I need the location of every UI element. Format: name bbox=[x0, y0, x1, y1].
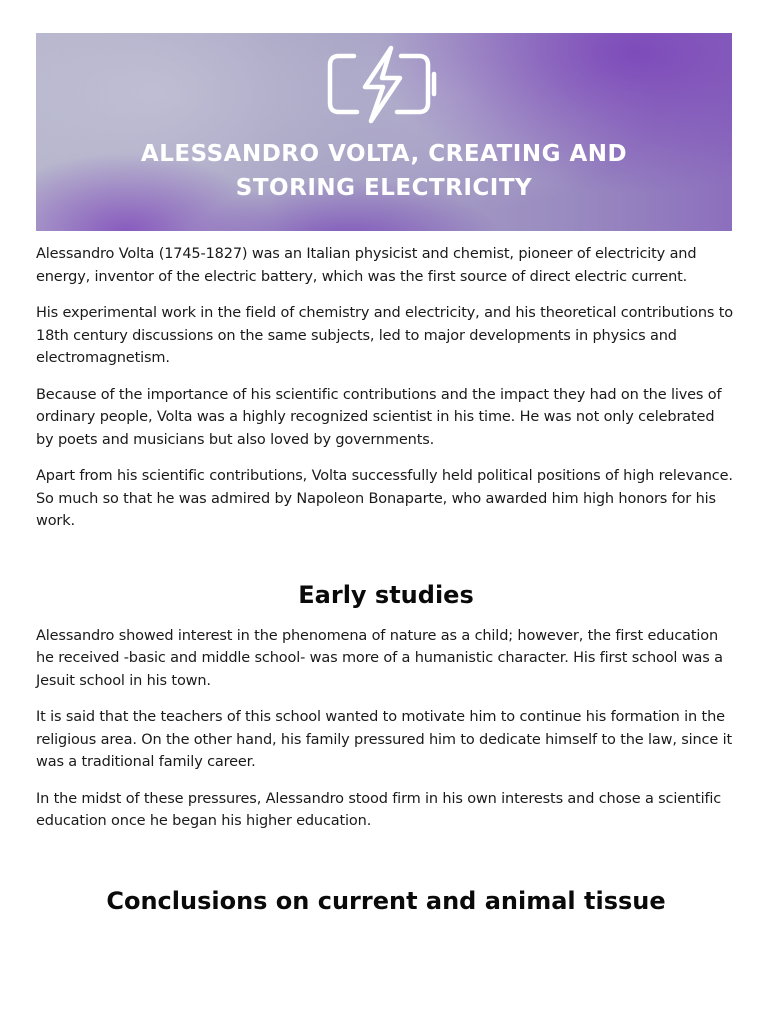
intro-paragraph: Apart from his scientific contributions, Volta successfully held political positions of high relevance. So much so that he was admired by Napoleon Bonaparte, who awarded him high honors for his work. bbox=[36, 468, 733, 529]
early-studies-paragraph: In the midst of these pressures, Alessandro stood firm in his own interests and chose a scientific education once he began his higher education. bbox=[36, 790, 722, 829]
header-banner bbox=[36, 33, 732, 231]
intro-paragraph: His experimental work in the field of chemistry and electricity, and his theoretical contributions to 18th century discussions on the same subjects, led to major developments in physics and electromagnetism. bbox=[36, 305, 733, 366]
section-heading-early-studies: Early studies bbox=[298, 580, 474, 609]
page-title: ALESSANDRO VOLTA, CREATING AND STORING ELECTRICITY bbox=[140, 141, 628, 201]
intro-paragraph: Because of the importance of his scientific contributions and the impact they had on the lives of ordinary people, Volta was a highly recognized scientist in his time. He was not only celebrated by poets and musicians but also loved by governments. bbox=[36, 386, 722, 448]
article-body bbox=[36, 243, 736, 917]
early-studies-paragraph: Alessandro showed interest in the phenomena of nature as a child; however, the first education he received -basic and middle school- was more of a humanistic character. His first school was a Jesuit school in his town. bbox=[36, 627, 723, 689]
intro-paragraph: Alessandro Volta (1745-1827) was an Italian physicist and chemist, pioneer of electricity and energy, inventor of the electric battery, which was the first source of direct electric current. bbox=[36, 246, 697, 285]
battery-charging-icon bbox=[327, 45, 441, 125]
section-heading-conclusions: Conclusions on current and animal tissue bbox=[106, 886, 666, 915]
early-studies-paragraph: It is said that the teachers of this school wanted to motivate him to continue his formation in the religious area. On the other hand, his family pressured him to dedicate himself to the law, since it was a traditional family career. bbox=[36, 709, 733, 770]
